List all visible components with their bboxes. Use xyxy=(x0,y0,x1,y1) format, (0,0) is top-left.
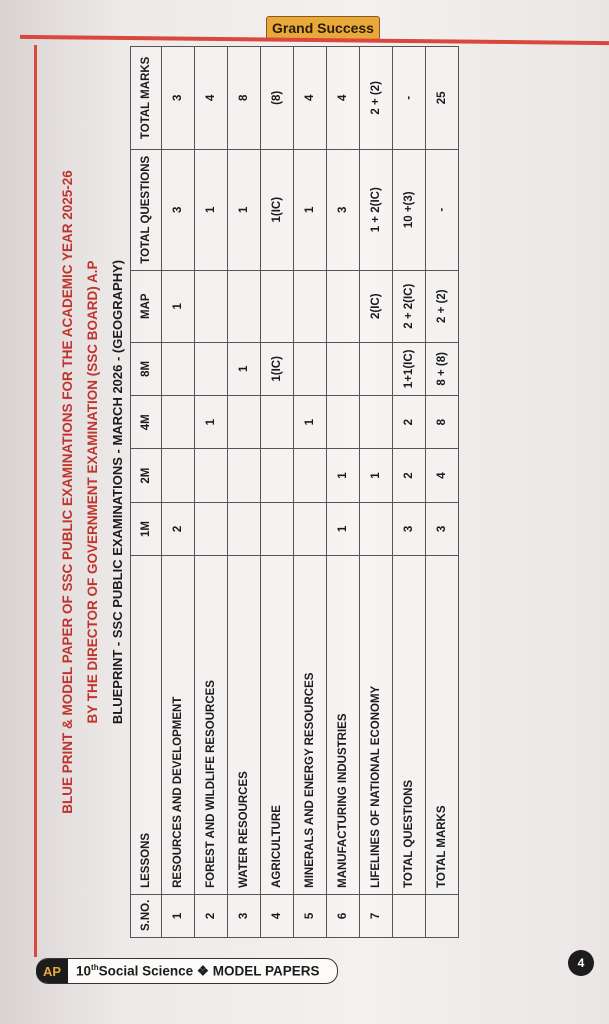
table-cell xyxy=(162,342,195,395)
table-cell: 2 + 2(IC) xyxy=(393,270,426,342)
table-cell: RESOURCES AND DEVELOPMENT xyxy=(162,556,195,895)
table-cell: TOTAL QUESTIONS xyxy=(393,556,426,895)
table-cell: 1 xyxy=(294,149,327,270)
table-cell: 1(IC) xyxy=(261,149,294,270)
table-cell: MINERALS AND ENERGY RESOURCES xyxy=(294,556,327,895)
col-header: TOTAL QUESTIONS xyxy=(131,149,162,270)
table-cell xyxy=(228,270,261,342)
col-header: 8M xyxy=(131,342,162,395)
table-body xyxy=(162,47,459,938)
table-cell xyxy=(294,449,327,502)
table-cell: - xyxy=(393,47,426,150)
table-cell: 1 xyxy=(228,342,261,395)
table-row xyxy=(426,47,459,938)
table-cell xyxy=(228,396,261,449)
table-cell: 1 xyxy=(195,149,228,270)
table-row xyxy=(195,47,228,938)
state-badge: AP xyxy=(36,959,68,983)
table-cell: 1 xyxy=(162,270,195,342)
table-cell xyxy=(294,502,327,555)
table-cell xyxy=(162,449,195,502)
table-cell xyxy=(261,396,294,449)
table-cell: 3 xyxy=(426,502,459,555)
table-cell: MANUFACTURING INDUSTRIES xyxy=(327,556,360,895)
table-header-row xyxy=(131,47,162,938)
table-cell: 1 xyxy=(327,502,360,555)
table-cell xyxy=(195,342,228,395)
col-header: LESSONS xyxy=(131,556,162,895)
table-cell: 3 xyxy=(162,47,195,150)
table-cell xyxy=(195,502,228,555)
table-row xyxy=(393,47,426,938)
table-cell: 1 xyxy=(195,396,228,449)
table-cell xyxy=(360,342,393,395)
subject-label: Social Science ❖ MODEL PAPERS xyxy=(98,963,320,979)
table-cell: 2(IC) xyxy=(360,270,393,342)
table-cell xyxy=(393,894,426,937)
table-cell: 1 xyxy=(360,449,393,502)
table-cell xyxy=(195,270,228,342)
table-cell: 1 + 2(IC) xyxy=(360,149,393,270)
table-cell: FOREST AND WILDLIFE RESOURCES xyxy=(195,556,228,895)
table-cell xyxy=(261,270,294,342)
table-cell xyxy=(195,449,228,502)
table-cell xyxy=(228,449,261,502)
col-header: 2M xyxy=(131,449,162,502)
table-cell xyxy=(360,396,393,449)
grade-number: 10 xyxy=(76,963,92,979)
table-cell: (8) xyxy=(261,47,294,150)
table-cell: 3 xyxy=(327,149,360,270)
table-cell: WATER RESOURCES xyxy=(228,556,261,895)
col-header: S.NO. xyxy=(131,894,162,937)
brand-banner: Grand Success xyxy=(266,16,380,40)
table-cell: 25 xyxy=(426,47,459,150)
table-cell: 3 xyxy=(393,502,426,555)
table-cell xyxy=(426,894,459,937)
table-cell xyxy=(327,342,360,395)
table-cell xyxy=(294,270,327,342)
table-cell xyxy=(327,396,360,449)
doc-title: BLUE PRINT & MODEL PAPER OF SSC PUBLIC EXAMINATIONS FOR THE ACADEMIC YEAR 2025-26 xyxy=(60,170,75,814)
table-row xyxy=(261,47,294,938)
table-cell: 6 xyxy=(327,894,360,937)
table-cell: 8 xyxy=(228,47,261,150)
table-row xyxy=(294,47,327,938)
table-cell: 5 xyxy=(294,894,327,937)
col-header: 1M xyxy=(131,502,162,555)
page-number: 4 xyxy=(568,950,594,976)
table-cell: 4 xyxy=(327,47,360,150)
col-header: TOTAL MARKS xyxy=(131,47,162,150)
table-cell: 1 xyxy=(162,894,195,937)
table-cell: 4 xyxy=(261,894,294,937)
blueprint-block xyxy=(55,46,550,938)
table-cell: 2 + (2) xyxy=(360,47,393,150)
table-cell: 3 xyxy=(162,149,195,270)
table-cell: 4 xyxy=(195,47,228,150)
table-cell: 8 xyxy=(426,396,459,449)
table-cell xyxy=(228,502,261,555)
blueprint-table xyxy=(130,46,459,938)
table-cell: TOTAL MARKS xyxy=(426,556,459,895)
table-row xyxy=(327,47,360,938)
table-cell: - xyxy=(426,149,459,270)
table-cell xyxy=(261,502,294,555)
col-header: 4M xyxy=(131,396,162,449)
table-cell: 3 xyxy=(228,894,261,937)
table-cell xyxy=(327,270,360,342)
table-row xyxy=(162,47,195,938)
table-row xyxy=(360,47,393,938)
table-cell: 1 xyxy=(327,449,360,502)
table-cell xyxy=(294,342,327,395)
table-caption: BLUEPRINT - SSC PUBLIC EXAMINATIONS - MARCH 2026 - (GEOGRAPHY) xyxy=(110,259,125,725)
table-cell: 1(IC) xyxy=(261,342,294,395)
table-cell: 4 xyxy=(426,449,459,502)
table-cell: AGRICULTURE xyxy=(261,556,294,895)
table-cell: 4 xyxy=(294,47,327,150)
footer-bar xyxy=(36,958,338,984)
table-cell: 8 + (8) xyxy=(426,342,459,395)
table-row xyxy=(228,47,261,938)
table-cell: 1 xyxy=(294,396,327,449)
table-cell: 2 + (2) xyxy=(426,270,459,342)
table-cell xyxy=(261,449,294,502)
col-header: MAP xyxy=(131,270,162,342)
table-cell: 10 +(3) xyxy=(393,149,426,270)
table-cell xyxy=(162,396,195,449)
table-cell: 2 xyxy=(162,502,195,555)
left-divider xyxy=(34,45,37,957)
table-cell: 1 xyxy=(228,149,261,270)
grade-suffix: th xyxy=(91,962,99,972)
table-cell: LIFELINES OF NATIONAL ECONOMY xyxy=(360,556,393,895)
table-cell: 2 xyxy=(393,396,426,449)
footer-title xyxy=(76,963,320,980)
table-cell: 2 xyxy=(195,894,228,937)
table-cell xyxy=(360,502,393,555)
table-cell: 1+1(IC) xyxy=(393,342,426,395)
table-cell: 2 xyxy=(393,449,426,502)
table-cell: 7 xyxy=(360,894,393,937)
doc-subtitle: BY THE DIRECTOR OF GOVERNMENT EXAMINATION (SSC BOARD) A.P xyxy=(85,260,100,724)
